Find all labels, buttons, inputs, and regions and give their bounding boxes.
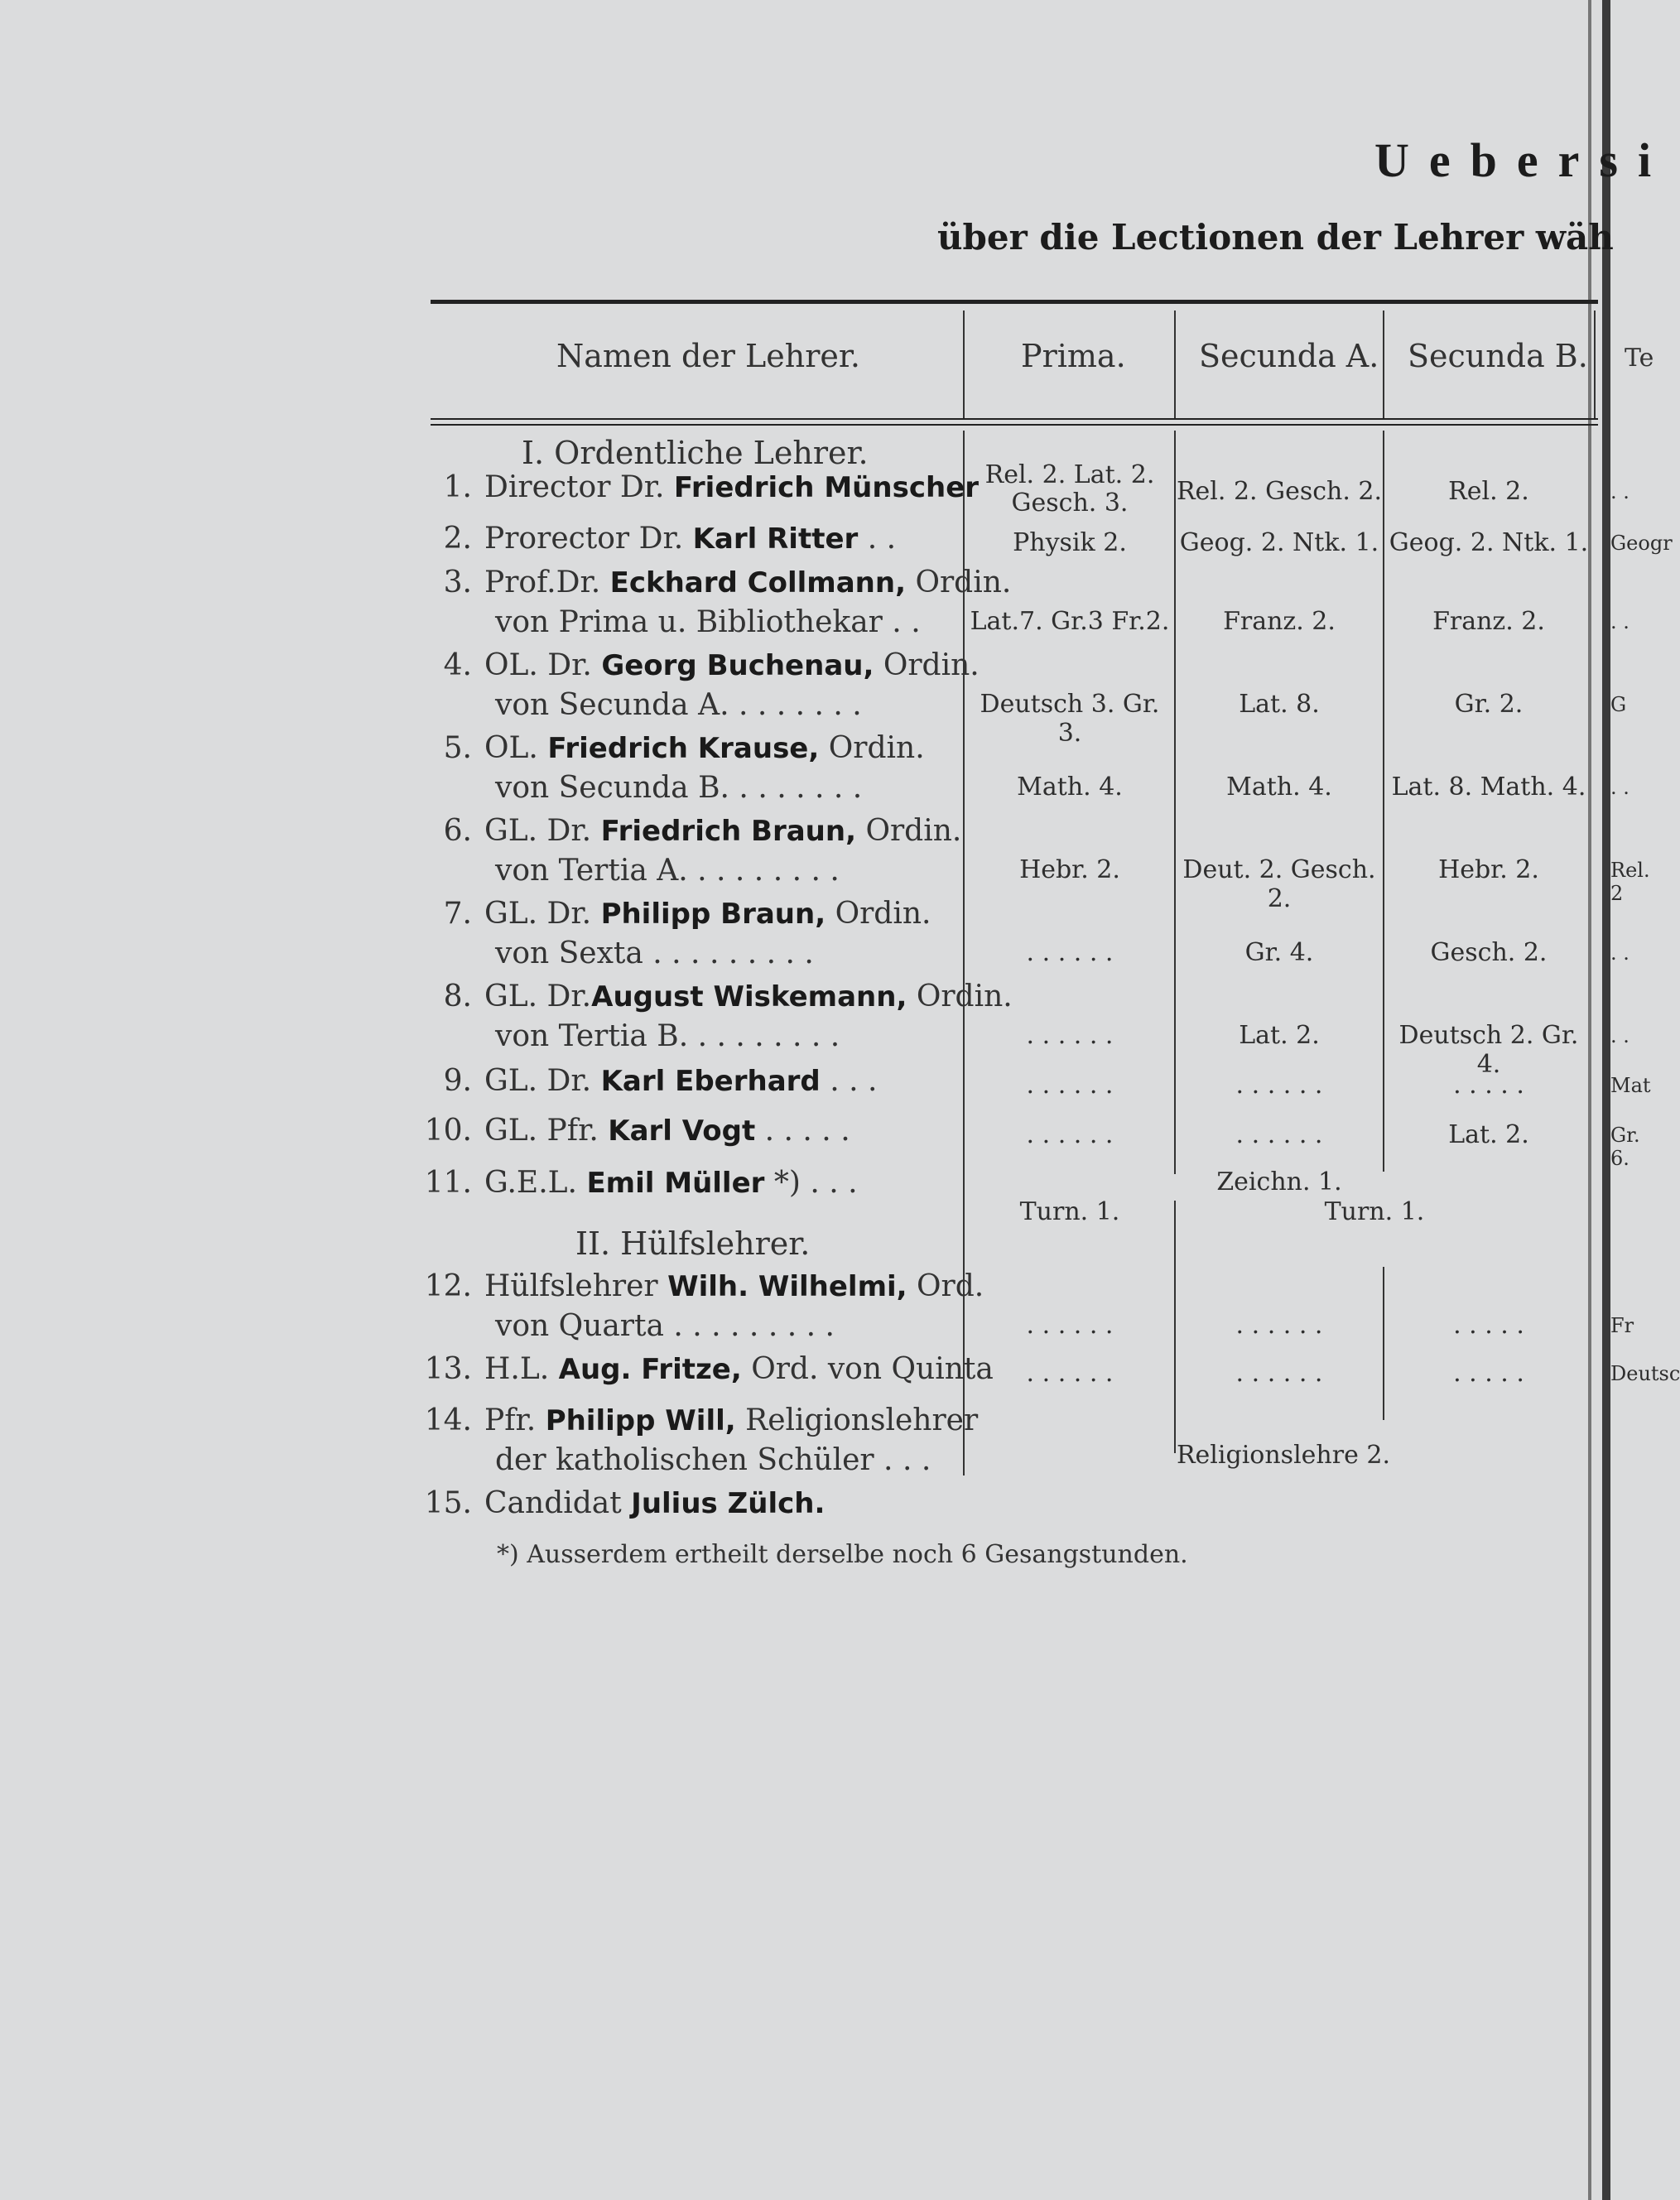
teacher-role: Ordin. [856,814,962,848]
cell-prima: Math. 4. [1017,773,1123,802]
cell-prima: Deutsch 3. Gr. 3. [980,690,1160,748]
teacher-name-line [484,897,931,931]
teacher-title: GL. Dr. [484,814,601,848]
teacher-role: Religionslehrer [735,1403,979,1437]
teacher-title: Director Dr. [484,470,674,504]
row-number: 4. [443,648,472,682]
cell-secunda-b: Lat. 8. Math. 4. [1391,773,1586,802]
binding-shadow [1588,0,1591,2200]
teacher-title: GL. Dr. [484,897,601,931]
cell-secunda-a: Lat. 2. [1239,1021,1320,1050]
row-number: 13. [424,1352,472,1386]
cell-secunda-b: Gr. 2. [1454,690,1524,719]
teacher-name: Friedrich Braun, [600,815,857,848]
header-tertia: Te [1625,344,1654,373]
teacher-name-line2: von Prima u. Bibliothekar . . [495,605,921,639]
teacher-role: Ord. von Quinta [741,1352,994,1386]
row-number: 15. [424,1486,472,1520]
teacher-role: *) . . . [764,1166,858,1200]
teacher-role: Ordin. [819,731,925,765]
teacher-name-line [484,470,979,504]
cell-secunda-a: Gr. 4. [1244,938,1314,967]
cell-secunda-b: Rel. 2. [1448,477,1529,506]
teacher-role: . . . [820,1064,878,1098]
cell-prima: Rel. 2. Lat. 2. [984,460,1155,489]
row-number: 3. [443,566,472,599]
cell-prima: Lat.7. Gr.3 Fr.2. [970,607,1170,636]
row-number: 9. [443,1064,472,1098]
cell-prima: . . . . . . [1026,1071,1114,1100]
row-number: 11. [424,1166,472,1200]
teacher-name-line [484,648,980,682]
cell-secunda-a: . . . . . . [1235,1120,1323,1149]
teacher-name: Karl Vogt [608,1114,756,1148]
teacher-name-line [484,1269,984,1303]
teacher-name-line2: von Sexta . . . . . . . . . [495,936,814,970]
col-rule-4 [1594,311,1596,418]
cell-tertia-cut: Fr [1610,1314,1634,1337]
cell-secunda-a: Franz. 2. [1223,607,1336,636]
teacher-name-line [484,566,1011,599]
teacher-title: OL. Dr. [484,648,602,682]
cell-tertia-cut: Gr. 6. [1610,1124,1640,1170]
teacher-name-line [484,1114,850,1148]
teacher-name: Philipp Will, [545,1404,736,1437]
teacher-role: Ordin. [906,566,1012,599]
col-rule-2 [1174,311,1176,418]
cell-secunda-a: Zeichn. 1. [1216,1167,1342,1196]
cell-secunda-a: . . . . . . [1235,1071,1323,1100]
page-subtitle: über die Lectionen der Lehrer wäh [937,217,1614,258]
teacher-name-line [484,1352,994,1386]
top-rule [431,300,1598,304]
cell-secunda-a: Geog. 2. Ntk. 1. [1179,528,1379,557]
teacher-name-line [484,1403,978,1437]
cell-tertia-cut: Rel. 2 [1610,859,1650,905]
cell-tertia-cut: . . [1610,941,1629,965]
teacher-title: Pfr. [484,1403,546,1437]
cell-prima: . . . . . . [1026,938,1114,967]
header-rule-1 [431,418,1598,420]
cell-secunda-a: Religionslehre 2. [1176,1441,1391,1470]
row-number: 8. [443,980,472,1013]
cell-secunda-b: . . . . . [1453,1071,1524,1100]
cell-tertia-cut: Geogr [1610,532,1673,555]
cell-tertia-cut: . . [1610,776,1629,799]
teacher-role: Ordin. [826,897,931,931]
cell-secunda-a: . . . . . . [1235,1311,1323,1340]
cell-tertia-cut: Mat [1610,1074,1651,1097]
header-secunda-a: Secunda A. [1199,338,1379,374]
teacher-name-line [484,980,1013,1013]
footnote: *) Ausserdem ertheilt derselbe noch 6 Gesangstunden. [497,1540,1188,1569]
cell-secunda-b: Gesch. 2. [1430,938,1548,967]
section-ordentliche: I. Ordentliche Lehrer. [522,435,869,471]
teacher-title: G.E.L. [484,1166,587,1200]
teacher-name-line [484,814,961,848]
cell-prima: . . . . . . [1026,1120,1114,1149]
cell-prima: . . . . . . [1026,1311,1114,1340]
cell-secunda-a: Rel. 2. Gesch. 2. [1176,477,1383,506]
teacher-name: Emil Müller [586,1167,765,1200]
cell-secunda-a: Lat. 8. [1239,690,1320,719]
row-number: 6. [443,814,472,848]
teacher-name-line2: von Secunda A. . . . . . . . [495,688,862,722]
header-prima: Prima. [1021,338,1126,374]
teacher-role: Ord. [907,1269,984,1303]
teacher-name-line2: der katholischen Schüler . . . [495,1443,931,1477]
teacher-title: Prorector Dr. [484,522,693,556]
teacher-name: Wilh. Wilhelmi, [667,1270,907,1303]
cell-prima: Hebr. 2. [1019,855,1120,884]
cell-secunda-b: . . . . . [1453,1311,1524,1340]
cell-secunda-a: Math. 4. [1226,773,1332,802]
teacher-role: Ordin. [874,648,980,682]
teacher-title: GL. Dr. [484,980,592,1013]
teacher-name-line [484,1064,877,1098]
teacher-title: Candidat [484,1486,632,1520]
teacher-name-line2: von Tertia A. . . . . . . . . [495,854,840,888]
header-rule-2 [431,424,1598,426]
header-names: Namen der Lehrer. [556,338,860,374]
teacher-title: GL. Dr. [484,1064,601,1098]
cell-tertia-cut: . . [1610,1024,1629,1047]
teacher-name: Friedrich Münscher [673,471,980,504]
teacher-role: Ordin. [907,980,1013,1013]
col-rule-3-lower [1383,1267,1384,1420]
cell-prima-line2: Gesch. 3. [1011,489,1129,518]
page-edge [1602,0,1610,2200]
teacher-title: H.L. [484,1352,559,1386]
cell-prima: Physik 2. [1013,528,1127,557]
teacher-title: OL. [484,731,548,765]
cell-secunda-b: Franz. 2. [1432,607,1545,636]
row-number: 14. [424,1403,472,1437]
cell-secunda-a: . . . . . . [1235,1359,1323,1388]
row-number: 5. [443,731,472,765]
cell-secunda-b: Turn. 1. [1324,1197,1425,1226]
teacher-name: Karl Eberhard [600,1065,821,1098]
cell-secunda-b: Lat. 2. [1448,1120,1529,1149]
cell-secunda-b: Deutsch 2. Gr. 4. [1398,1021,1579,1079]
teacher-name: August Wiskemann, [591,980,907,1013]
col-rule-3 [1383,311,1384,418]
cell-prima: Turn. 1. [1019,1197,1120,1226]
teacher-title: Prof.Dr. [484,566,610,599]
row-number: 12. [424,1269,472,1303]
row-number: 2. [443,522,472,556]
cell-secunda-a: Deut. 2. Gesch. 2. [1182,855,1376,913]
teacher-name: Philipp Braun, [600,898,826,931]
teacher-name-line [484,522,896,556]
cell-secunda-b: Geog. 2. Ntk. 1. [1389,528,1589,557]
page-title: Uebersi [1374,133,1672,187]
teacher-name: Karl Ritter [692,522,859,556]
teacher-name: Eckhard Collmann, [609,566,906,599]
header-secunda-b: Secunda B. [1408,338,1588,374]
row-number: 7. [443,897,472,931]
teacher-name-line2: von Quarta . . . . . . . . . [495,1309,835,1343]
cell-tertia-cut: Deutsc [1610,1362,1680,1385]
teacher-name: Julius Zülch. [631,1487,826,1520]
cell-tertia-cut: G [1610,693,1627,716]
teacher-title: Hülfslehrer [484,1269,668,1303]
row-number: 1. [443,470,472,504]
teacher-name: Georg Buchenau, [601,649,874,682]
cell-tertia-cut: . . [1610,610,1629,633]
section-huelfslehrer: II. Hülfslehrer. [575,1225,811,1262]
teacher-name-line [484,1486,825,1520]
col-rule-1 [963,311,965,418]
cell-secunda-b: . . . . . [1453,1359,1524,1388]
row-number: 10. [424,1114,472,1148]
teacher-role: . . [858,522,897,556]
teacher-name-line [484,731,925,765]
teacher-name: Aug. Fritze, [558,1353,742,1386]
teacher-name: Friedrich Krause, [547,732,820,765]
cell-secunda-b: Hebr. 2. [1438,855,1539,884]
teacher-title: GL. Pfr. [484,1114,609,1148]
cell-prima: . . . . . . [1026,1359,1114,1388]
teacher-name-line2: von Tertia B. . . . . . . . . [495,1019,840,1053]
cell-prima: . . . . . . [1026,1021,1114,1050]
teacher-name-line2: von Secunda B. . . . . . . . [495,771,863,805]
cell-tertia-cut: . . [1610,480,1629,503]
teacher-name-line [484,1166,858,1200]
teacher-role: . . . . . [755,1114,850,1148]
